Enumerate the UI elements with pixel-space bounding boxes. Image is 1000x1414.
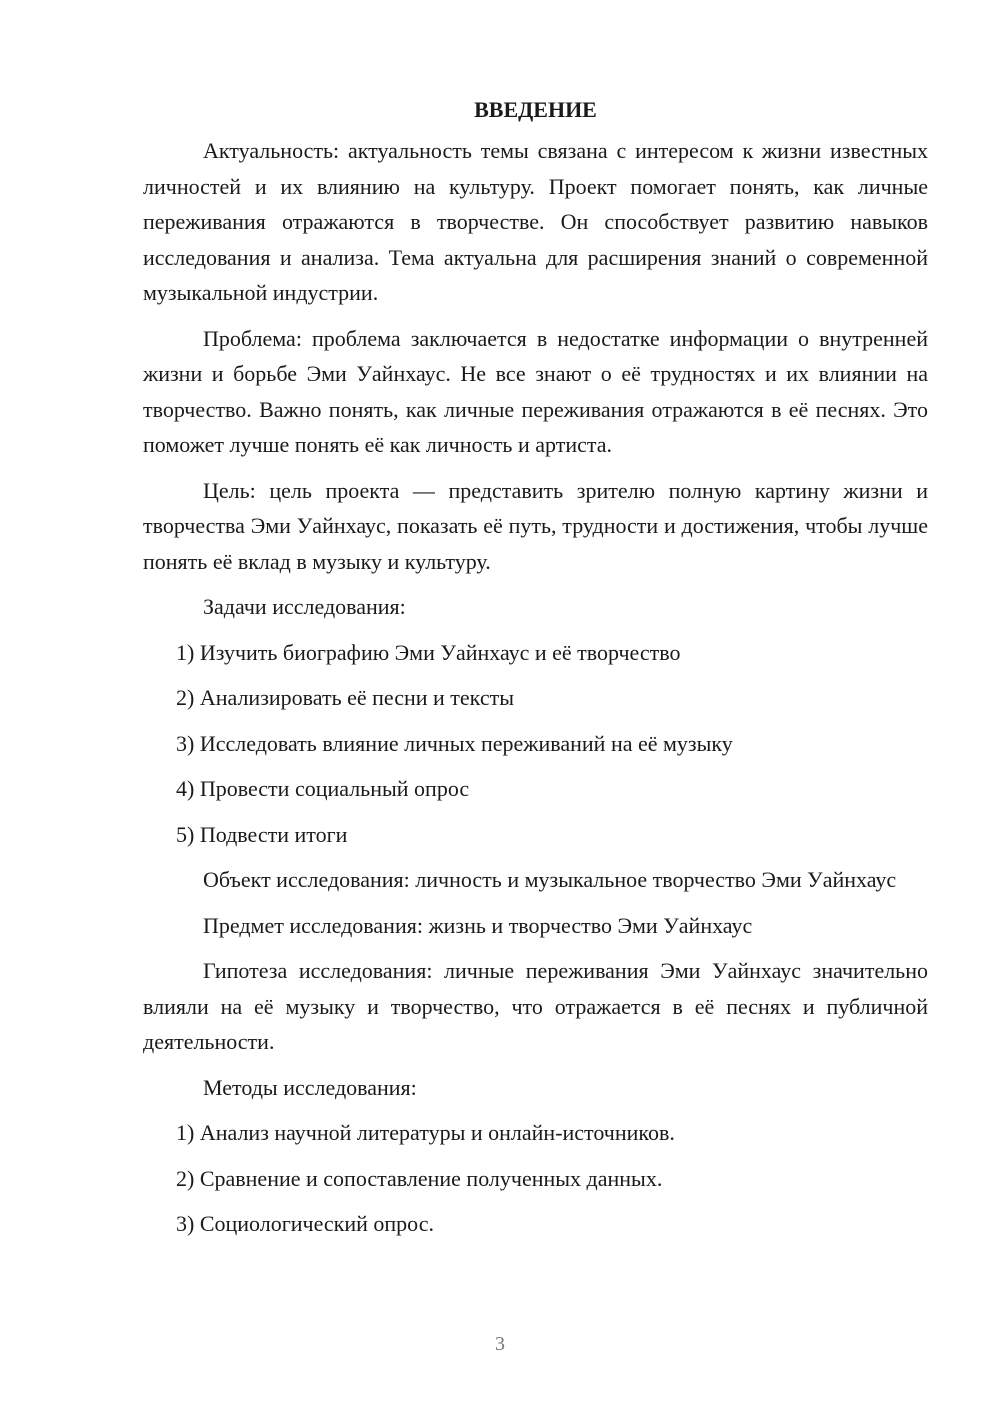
task-item: 2) Анализировать её песни и тексты: [176, 685, 514, 710]
relevance-paragraph: Актуальность: актуальность темы связана с интересом к жизни известных личностей и их влиянию на культуру. Проект помогает понять, как личные переживания отражаются в творчестве. Он способствует развитию навыков исследования и анализа. Тема актуальна для расширения знаний о современной музыкальной индустрии.: [143, 138, 928, 305]
object-paragraph: Объект исследования: личность и музыкальное творчество Эми Уайнхаус: [203, 867, 897, 892]
goal-paragraph: Цель: цель проекта — представить зрителю полную картину жизни и творчества Эми Уайнхаус, показать её путь, трудности и достижения, чтобы лучше понять её вклад в музыку и культуру.: [143, 477, 928, 574]
task-item: 4) Провести социальный опрос: [176, 776, 470, 801]
hypothesis-paragraph: Гипотеза исследования: личные переживания Эми Уайнхаус значительно влияли на её музыку и творчество, что отражается в её песнях и публичной деятельности.: [143, 958, 928, 1054]
method-item: 3) Социологический опрос.: [176, 1211, 434, 1236]
tasks-heading: Задачи исследования:: [203, 594, 406, 619]
page-number: 3: [495, 1333, 505, 1355]
task-item: 5) Подвести итоги: [176, 821, 348, 847]
page-title: ВВЕДЕНИЕ: [474, 97, 597, 122]
task-item: 1) Изучить биографию Эми Уайнхаус и её творчество: [176, 639, 681, 665]
subject-paragraph: Предмет исследования: жизнь и творчество Эми Уайнхаус: [203, 912, 753, 938]
document-page: [143, 92, 928, 1252]
method-item: 2) Сравнение и сопоставление полученных данных.: [176, 1165, 663, 1191]
methods-heading: Методы исследования:: [203, 1074, 417, 1100]
task-item: 3) Исследовать влияние личных переживаний на её музыку: [176, 730, 733, 756]
problem-paragraph: Проблема: проблема заключается в недостатке информации о внутренней жизни и борьбе Эми Уайнхаус. Не все знают о её трудностях и их влиянии на творчество. Важно понять, как личные переживания отражаются в её песнях. Это поможет лучше понять её как личность и артиста.: [143, 325, 928, 457]
method-item: 1) Анализ научной литературы и онлайн-источников.: [176, 1120, 675, 1145]
